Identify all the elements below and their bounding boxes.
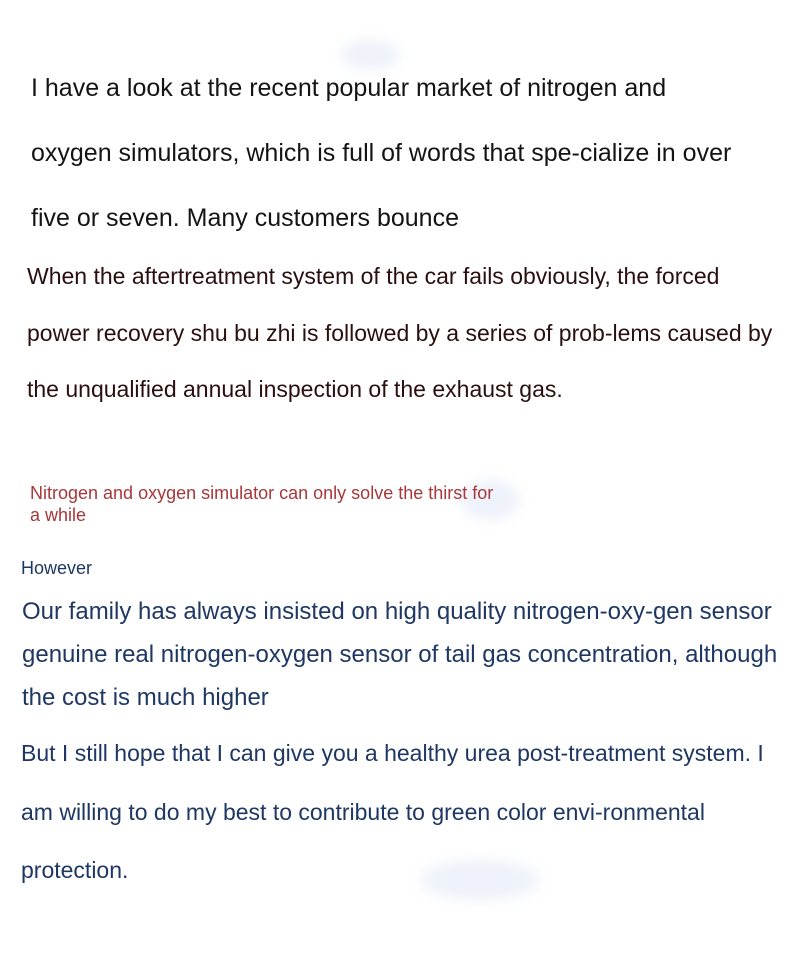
quality-paragraph: Our family has always insisted on high quality nitrogen-oxy-gen sensor genuine real nitrogen-oxygen sensor of tail gas concentration, although the cost is much higher <box>22 598 778 711</box>
problem-paragraph: When the aftertreatment system of the car fails obviously, the forced power recovery shu bu zhi is followed by a series of prob-lems caused by the unqualified annual inspection of the exhaust gas. <box>27 263 773 402</box>
intro-paragraph: I have a look at the recent popular market of nitrogen and oxygen simulators, which is full of words that spe-cialize in over five or seven. Many customers bounce <box>31 74 732 232</box>
hope-paragraph: But I still hope that I can give you a healthy urea post-treatment system. I am willing to do my best to contribute to green color envi-ronmental protection. <box>21 740 764 883</box>
simulator-note: Nitrogen and oxygen simulator can only solve the thirst for a while <box>30 483 494 525</box>
however-label: However <box>21 558 93 578</box>
